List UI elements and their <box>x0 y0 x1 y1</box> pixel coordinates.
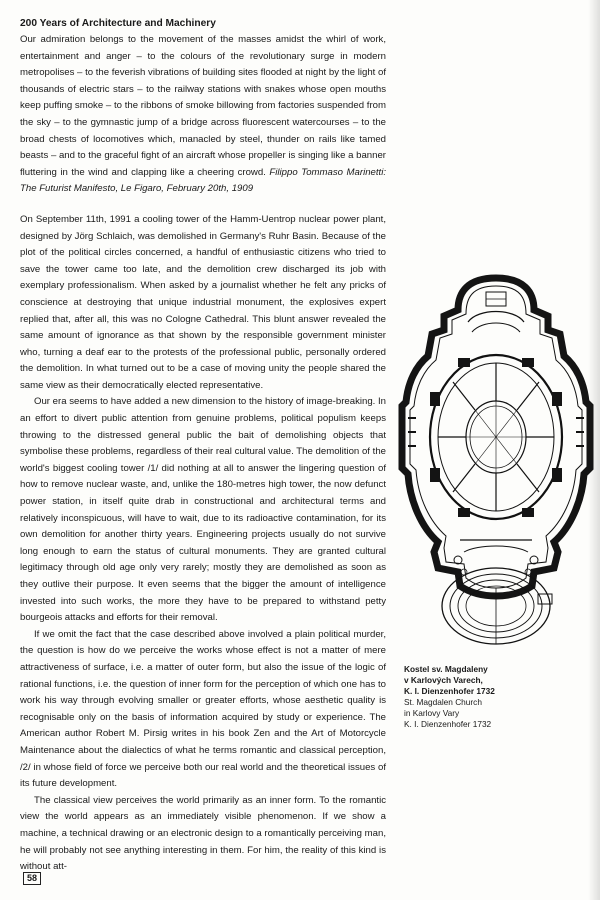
article-title: 200 Years of Architecture and Machinery <box>20 18 216 29</box>
epigraph-quote <box>20 32 386 198</box>
caption-bold-line-1: Kostel sv. Magdaleny <box>404 664 488 674</box>
church-floor-plan-icon <box>398 272 594 650</box>
caption-bold-line-2: v Karlových Varech, <box>404 675 483 685</box>
paragraph-1: On September 11th, 1991 a cooling tower of the Hamm-Uentrop nuclear power plant, designed by Jörg Schlaich, was demolished in Germany's Ruhr Basin. Because of the plot of the political circles concerned, a handful of enthusiastic citizens who tried to save the tower came too late, and the demolition crew discharged its job with exemplary professionalism. When asked by a journalist whether he felt any pricks of conscience at destroying that unique industrial monument, the explosives expert replied that, after all, this was no Cologne Cathedral. This blunt answer revealed the same amount of ignorance as that shown by the responsible government minister who, turning a deaf ear to the protests of the professional public, personally ordered the demolition. In what turned out to be a case of moving unity the people shared the same view as their democratically elected representative. <box>20 213 386 391</box>
caption-line-2: in Karlovy Vary <box>404 708 460 718</box>
figure-caption <box>404 664 594 730</box>
paragraph-4: The classical view perceives the world primarily as an inner form. To the romantic view the world appears as an immediately visible phenomenon. If we show a machine, a technical drawing or an electronic design to a romantically perceiving man, he will probably not see anything interesting in them. For him, the reality of this kind is without att- <box>20 794 386 873</box>
paragraph-3: If we omit the fact that the case described above involved a plain political murder, the question is how do we perceive the works whose effect is not a matter of mere attractiveness of surface, i.e. a matter of outer form, but also the issue of the logic of rational functions, i.e. the question of inner form for the perception of which one has to work his way through evolving smaller or greater efforts, whose aesthetic quality is recognisable only on the basis of information acquired by study or experience. The American author Robert M. Pirsig writes in his book Zen and the Art of Motorcycle Maintenance about the dialectics of what he terms romantic and classical perception, /2/ in whose field of force we perceive both our real world and the theoretical issues of its future development. <box>20 628 386 790</box>
caption-bold-line-3: K. I. Dienzenhofer 1732 <box>404 686 495 696</box>
paragraph-2: Our era seems to have added a new dimension to the history of image-breaking. In an effort to divert public attention from genuine problems, political populism keeps throwing to the distressed general public the bait of demolishing objects that symbolise these problems, regardless of their real cultural value. The demolition of the world's biggest cooling tower /1/ did nothing at all to answer the lingering question of how to remove nuclear waste, and, unlike the 180-metres high tower, the now defunct power station, in itself quite drab in constructional and architectural terms and relatively inconspicuous, will have to wait, due to its radioactive contamination, for its own demolition for another thirty years. Engineering projects usually do not survive long enough to earn the status of cultural monuments. They are granted cultural legitimacy through old age only very rarely; mostly they are demolished as soon as they outlive their purpose. It even seems that the bigger the amount of intelligence invested into such works, the more they have to be prepared to withstand petty bourgeois attacks and efforts for their removal. <box>20 396 386 624</box>
epigraph-text: Our admiration belongs to the movement of the masses amidst the whirl of work, entertainment and anger – to the colours of the revolutionary surge in modern metropolises – to the feverish vibrations of building sites flooded at night by the light of thousands of electric stars – to the railway stations with snakes whose open mouths keep puffing smoke – to the ribbons of smoke billowing from factories suspended from the sky – to the gymnastic jump of a bridge across fluorescent watercourses – to the broad chests of locomotives which, manacled by steel, thunder on rails like tamed beasts – and to the graceful fight of an aircraft whose propeller is singing like a banner fluttering in the wind and clapping like a cheering crowd. <box>20 34 386 178</box>
caption-line-1: St. Magdalen Church <box>404 697 482 707</box>
caption-line-3: K. I. Dienzenhofer 1732 <box>404 719 492 729</box>
epigraph-source: Filippo Tommaso Marinetti: The Futurist Manifesto, Le Figaro, February 20th, 1909 <box>20 166 387 195</box>
main-text-column <box>20 16 386 876</box>
page-number: 58 <box>23 872 41 885</box>
